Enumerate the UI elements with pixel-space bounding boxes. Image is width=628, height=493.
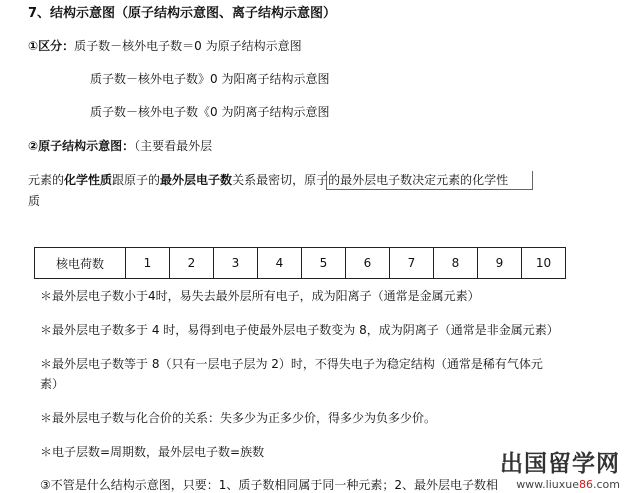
watermark-title: 出国留学网 <box>500 451 620 477</box>
bullet-periods: ＊电子层数=周期数，最外层电子数=族数 <box>40 445 265 459</box>
annotation-bracket <box>326 171 533 190</box>
bullet-stable-structure-wrap: 素） <box>40 377 65 391</box>
table-cell: 4 <box>258 248 302 279</box>
nuclear-charge-table <box>34 247 566 279</box>
table-cell: 2 <box>170 248 214 279</box>
table-cell: 7 <box>390 248 434 279</box>
chem-prop-emphasis: 原子的最外层电子数决定元素的化学性 <box>304 173 509 187</box>
chem-prop-text: 关系最密切， <box>232 173 305 187</box>
table-cell: 1 <box>126 248 170 279</box>
table-cell: 9 <box>478 248 522 279</box>
table-cell: 10 <box>522 248 566 279</box>
table-cell: 6 <box>346 248 390 279</box>
atom-diagram-row <box>28 138 212 154</box>
chem-prop-bold: 最外层电子数 <box>160 173 233 187</box>
rule-anion: 质子数－核外电子数《0 为阴离子结构示意图 <box>90 105 330 119</box>
atom-diagram-note: （主要看最外层 <box>134 139 213 153</box>
watermark-url-suffix: .com <box>593 478 620 491</box>
bullet-valence: ＊最外层电子数与化合价的关系：失多少为正多少价，得多少为负多少价。 <box>40 411 437 425</box>
table-cell: 8 <box>434 248 478 279</box>
table-header-cell: 核电荷数 <box>35 248 126 279</box>
distinguish-label: ①区分： <box>28 39 75 53</box>
table-cell: 3 <box>214 248 258 279</box>
table-cell: 5 <box>302 248 346 279</box>
chem-prop-text: 跟原子的 <box>112 173 161 187</box>
chem-prop-bold: 化学性质 <box>64 173 113 187</box>
rule-cation: 质子数－核外电子数》0 为阳离子结构示意图 <box>90 72 330 86</box>
bullet-stable-structure: ＊最外层电子数等于 8（只有一层电子层为 2）时，不得失电子为稳定结构（通常是稀有气体元 <box>40 357 543 371</box>
note-same-element: ③不管是什么结构示意图，只要：1、质子数相同属于同一种元素；2、最外层电子数相 <box>40 478 499 492</box>
distinguish-row-1 <box>28 38 302 54</box>
watermark-url-prefix: www.liuxue <box>516 478 579 491</box>
chem-prop-wrap: 质 <box>28 194 41 208</box>
watermark-url <box>500 478 620 491</box>
rule-neutral-atom: 质子数－核外电子数＝0 为原子结构示意图 <box>74 39 302 53</box>
bullet-gain-electrons: ＊最外层电子数多于 4 时，易得到电子使最外层电子数变为 8，成为阴离子（通常是非金属元素） <box>40 323 559 337</box>
bullet-lose-electrons: ＊最外层电子数小于4时，易失去最外层所有电子，成为阳离子（通常是金属元素） <box>40 289 480 303</box>
watermark-logo <box>500 445 620 491</box>
atom-diagram-label: ②原子结构示意图： <box>28 139 135 153</box>
chem-prop-text: 元素的 <box>28 173 65 187</box>
watermark-url-accent: 86 <box>579 478 593 491</box>
table-row <box>35 248 566 279</box>
section-heading: 7、结构示意图（原子结构示意图、离子结构示意图） <box>28 6 337 21</box>
